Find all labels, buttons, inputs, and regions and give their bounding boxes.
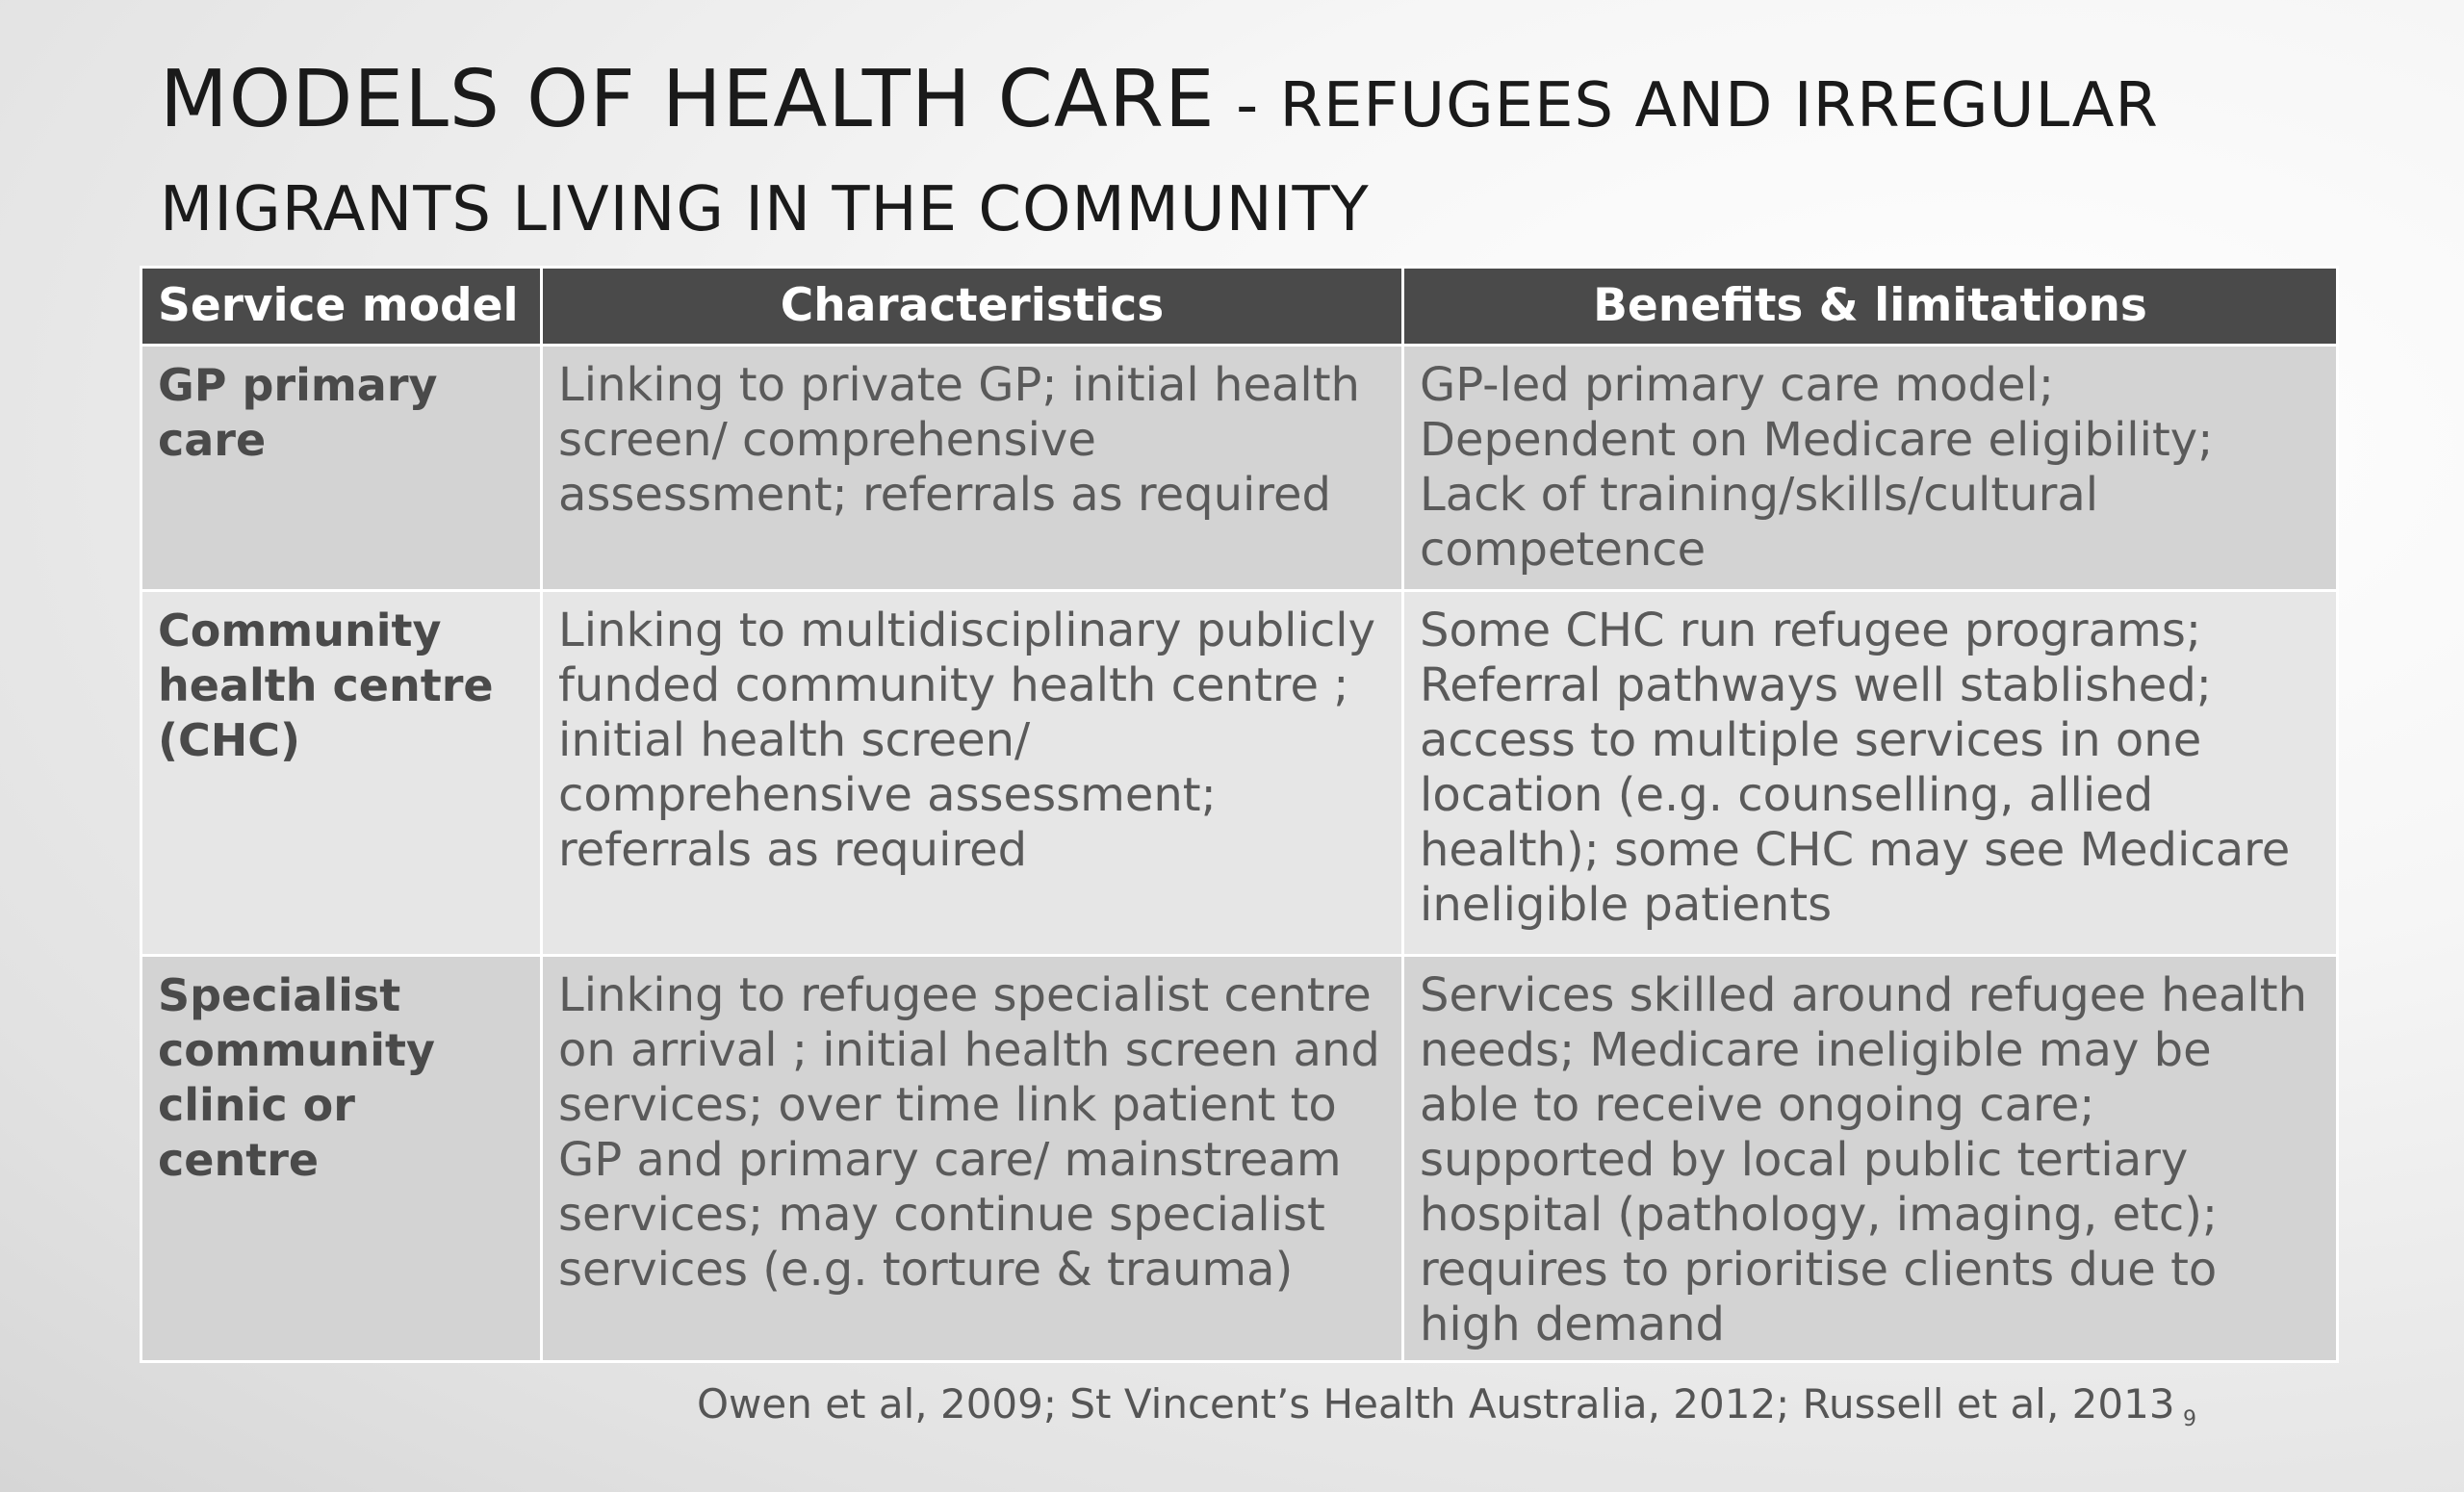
characteristics-cell: Linking to multidisciplinary publicly funded community health centre ; initial health screen/ comprehensive assessment; referrals as required	[542, 591, 1403, 956]
header-characteristics: Characteristics	[542, 268, 1403, 346]
table-row	[141, 956, 2338, 1362]
page-number: 9	[2183, 1407, 2196, 1431]
table-row	[141, 346, 2338, 591]
benefits-cell: GP-led primary care model; Dependent on Medicare eligibility; Lack of training/skills/cultural competence	[1403, 346, 2338, 591]
title-line-2: MIGRANTS LIVING IN THE COMMUNITY	[160, 174, 1370, 245]
citation: Owen et al, 2009; St Vincent’s Health Australia, 2012; Russell et al, 2013	[697, 1380, 2175, 1428]
benefits-cell: Some CHC run refugee programs; Referral pathways well stablished; access to multiple services in one location (e.g. counselling, allied health); some CHC may see Medicare ineligible patients	[1403, 591, 2338, 956]
table-row	[141, 591, 2338, 956]
benefits-cell: Services skilled around refugee health needs; Medicare ineligible may be able to receive ongoing care; supported by local public tertiary hospital (pathology, imaging, etc); requires to prioritise clients due to high demand	[1403, 956, 2338, 1362]
slide-title	[160, 56, 2374, 254]
table-header-row	[141, 268, 2338, 346]
header-benefits-limitations: Benefits & limitations	[1403, 268, 2338, 346]
characteristics-cell: Linking to private GP; initial health screen/ comprehensive assessment; referrals as required	[542, 346, 1403, 591]
service-model-cell: Specialist community clinic or centre	[141, 956, 542, 1362]
characteristics-cell: Linking to refugee specialist centre on arrival ; initial health screen and services; over time link patient to GP and primary care/ mainstream services; may continue specialist services (e.g. torture & trauma)	[542, 956, 1403, 1362]
service-model-cell: Community health centre (CHC)	[141, 591, 542, 956]
title-main: MODELS OF HEALTH CARE	[160, 54, 1216, 145]
service-model-cell: GP primary care	[141, 346, 542, 591]
title-line-1	[160, 56, 2374, 166]
header-service-model: Service model	[141, 268, 542, 346]
service-models-table	[140, 266, 2339, 1363]
title-sub: - REFUGEES AND IRREGULAR	[1215, 70, 2159, 141]
